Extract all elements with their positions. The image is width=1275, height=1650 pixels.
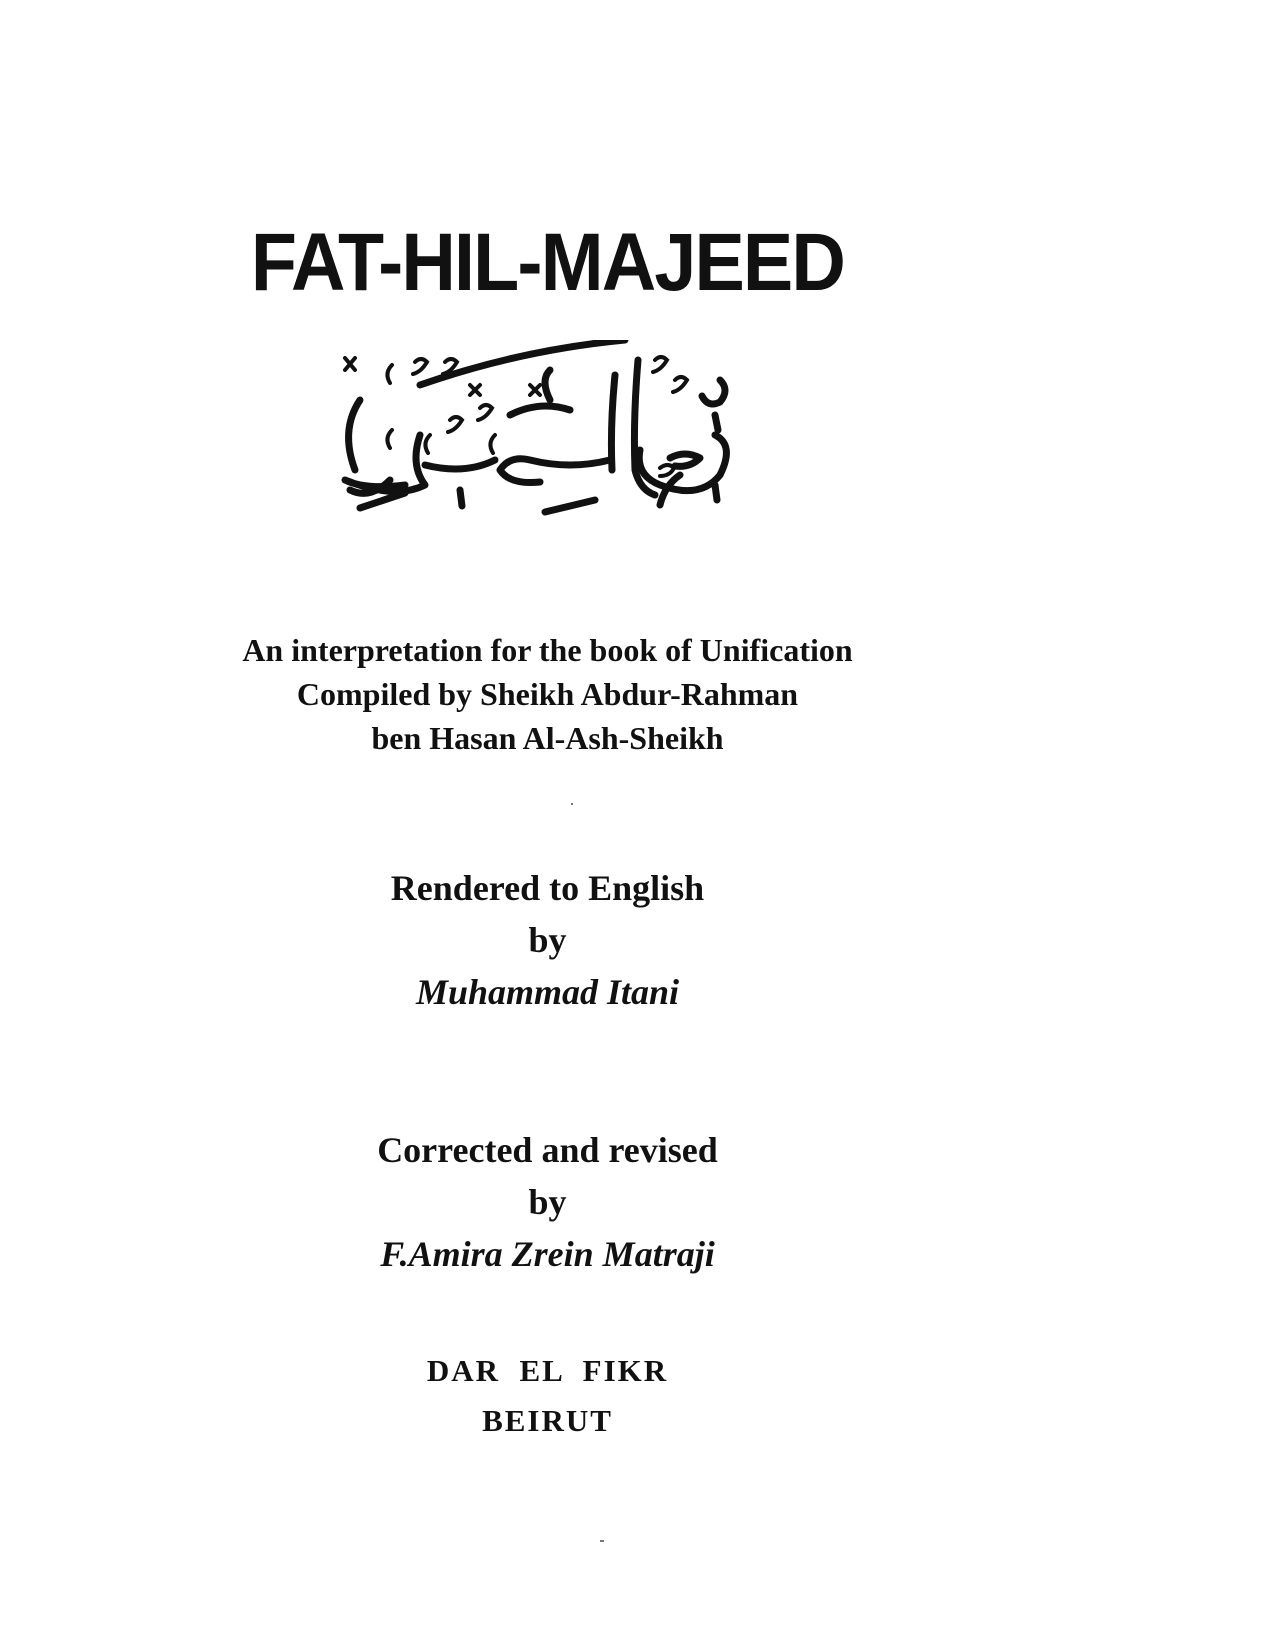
arabic-calligraphy-title xyxy=(320,340,750,520)
translation-by-line: by xyxy=(528,920,567,960)
interpretation-block xyxy=(0,628,1095,760)
translation-block xyxy=(0,862,1095,1018)
revision-block xyxy=(0,1124,1095,1280)
interpretation-line-1: An interpretation for the book of Unification xyxy=(242,632,853,668)
revision-by-line: by xyxy=(528,1182,567,1222)
rendered-to-english-line: Rendered to English xyxy=(390,868,705,908)
publisher-city: BEIRUT xyxy=(482,1403,613,1438)
publisher-name: DAR EL FIKR xyxy=(426,1353,669,1388)
translator-name: Muhammad Itani xyxy=(415,972,680,1012)
publisher-block xyxy=(0,1346,1095,1446)
compiler-name-line: ben Hasan Al-Ash-Sheikh xyxy=(371,720,724,756)
corrected-revised-line: Corrected and revised xyxy=(377,1130,718,1170)
reviser-name: F.Amira Zrein Matraji xyxy=(380,1234,715,1274)
book-title: FAT-HIL-MAJEED xyxy=(250,217,845,308)
compiler-line: Compiled by Sheikh Abdur-Rahman xyxy=(296,676,799,712)
scan-speck xyxy=(571,803,573,805)
scan-speck xyxy=(600,1540,604,1542)
